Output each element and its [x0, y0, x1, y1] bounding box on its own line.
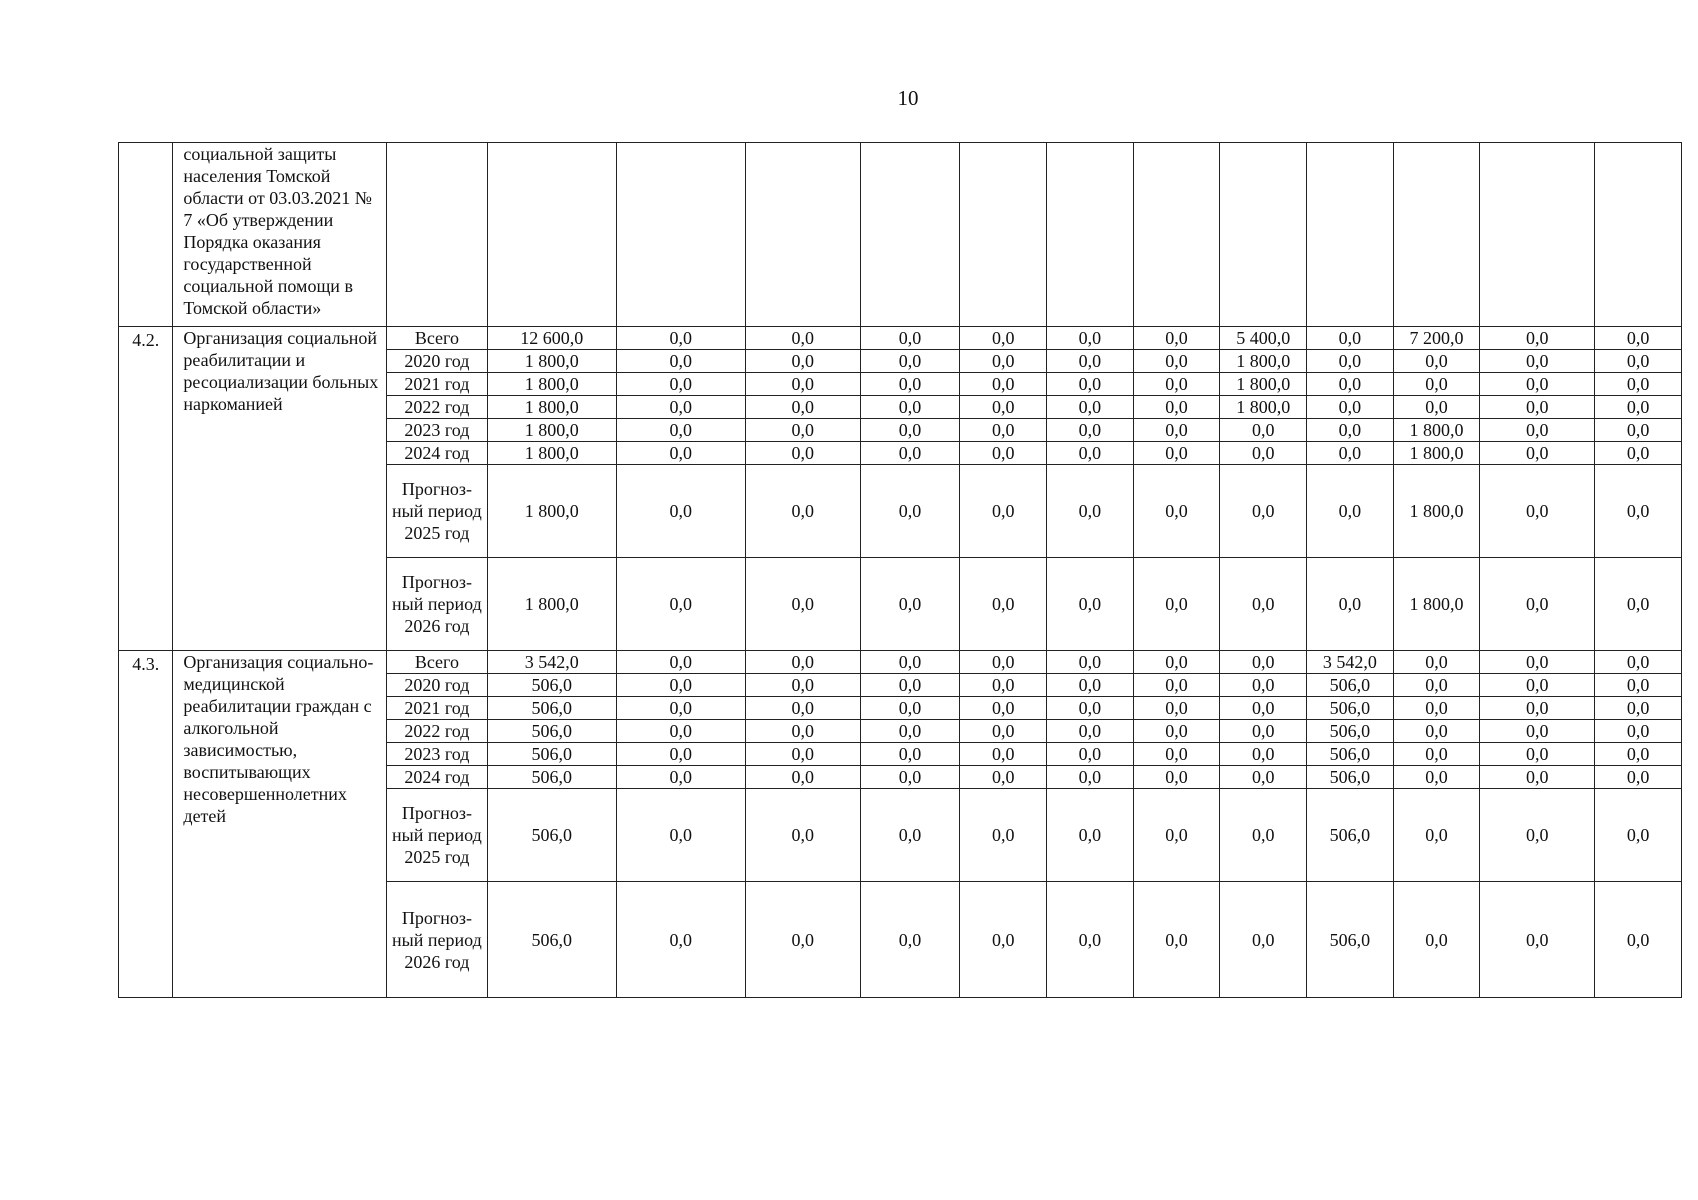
- value-cell: 0,0: [1133, 419, 1220, 442]
- value-cell: 1 800,0: [1393, 442, 1480, 465]
- value-cell: 0,0: [1480, 766, 1595, 789]
- period-cell: Всего: [387, 651, 488, 674]
- value-cell: 506,0: [1307, 674, 1394, 697]
- value-cell: 0,0: [745, 697, 860, 720]
- value-cell: 0,0: [1393, 882, 1480, 998]
- period-cell: Прогноз-ный период 2026 год: [387, 558, 488, 651]
- value-cell: 0,0: [1393, 720, 1480, 743]
- table-row: [119, 327, 1682, 350]
- value-cell: 1 800,0: [1220, 350, 1307, 373]
- value-cell: 0,0: [960, 766, 1047, 789]
- value-cell: 0,0: [960, 327, 1047, 350]
- value-cell: 0,0: [1595, 720, 1682, 743]
- value-cell: 0,0: [860, 789, 960, 882]
- value-cell: 0,0: [1047, 465, 1134, 558]
- value-cell: 0,0: [1480, 558, 1595, 651]
- value-cell: 506,0: [1307, 766, 1394, 789]
- value-cell: 7 200,0: [1393, 327, 1480, 350]
- value-cell: 506,0: [1307, 697, 1394, 720]
- value-cell: 0,0: [1307, 396, 1394, 419]
- value-cell: 0,0: [860, 743, 960, 766]
- value-cell: 5 400,0: [1220, 327, 1307, 350]
- value-cell: 0,0: [745, 373, 860, 396]
- value-cell: 0,0: [860, 327, 960, 350]
- value-cell: 0,0: [1133, 743, 1220, 766]
- period-cell: Всего: [387, 327, 488, 350]
- value-cell: 1 800,0: [487, 558, 616, 651]
- value-cell: 0,0: [1595, 697, 1682, 720]
- value-cell: 0,0: [1047, 396, 1134, 419]
- value-cell: 0,0: [1220, 766, 1307, 789]
- value-cell: 0,0: [616, 789, 745, 882]
- value-cell: 0,0: [616, 651, 745, 674]
- value-cell: 0,0: [1480, 465, 1595, 558]
- value-cell: 0,0: [616, 373, 745, 396]
- value-cell: 506,0: [487, 697, 616, 720]
- value-cell: 0,0: [1047, 789, 1134, 882]
- value-cell: 0,0: [860, 442, 960, 465]
- period-cell: 2022 год: [387, 396, 488, 419]
- period-cell: Прогноз-ный период 2025 год: [387, 789, 488, 882]
- value-cell: 0,0: [745, 720, 860, 743]
- value-cell: 0,0: [960, 743, 1047, 766]
- period-cell: Прогноз-ный период 2026 год: [387, 882, 488, 998]
- value-cell: 0,0: [1480, 396, 1595, 419]
- value-cell: 0,0: [1047, 350, 1134, 373]
- period-cell: 2023 год: [387, 743, 488, 766]
- value-cell: 0,0: [1393, 651, 1480, 674]
- value-cell: 0,0: [1133, 373, 1220, 396]
- value-cell: 0,0: [1047, 766, 1134, 789]
- value-cell: 0,0: [616, 465, 745, 558]
- value-cell: 0,0: [616, 697, 745, 720]
- value-cell: 0,0: [616, 396, 745, 419]
- budget-table: [118, 142, 1682, 998]
- value-cell: 0,0: [1047, 558, 1134, 651]
- value-cell: 0,0: [1133, 882, 1220, 998]
- value-cell: 0,0: [1133, 465, 1220, 558]
- value-cell: 0,0: [745, 674, 860, 697]
- value-cell: 0,0: [745, 651, 860, 674]
- value-cell: 0,0: [960, 558, 1047, 651]
- value-cell: 0,0: [1393, 350, 1480, 373]
- value-cell: 0,0: [1220, 419, 1307, 442]
- value-cell: 0,0: [860, 373, 960, 396]
- value-cell: 0,0: [745, 743, 860, 766]
- value-cell: 0,0: [1307, 327, 1394, 350]
- value-cell: 0,0: [1047, 419, 1134, 442]
- value-cell: 0,0: [1595, 327, 1682, 350]
- value-cell: 0,0: [616, 327, 745, 350]
- value-cell: 0,0: [1220, 720, 1307, 743]
- value-cell: 0,0: [960, 720, 1047, 743]
- row-number: 4.3.: [119, 651, 173, 998]
- value-cell: 506,0: [487, 743, 616, 766]
- value-cell: 0,0: [616, 558, 745, 651]
- value-cell: 0,0: [616, 743, 745, 766]
- period-cell: 2020 год: [387, 350, 488, 373]
- value-cell: 0,0: [1133, 396, 1220, 419]
- value-cell: 0,0: [860, 419, 960, 442]
- value-cell: 0,0: [1220, 789, 1307, 882]
- value-cell: 0,0: [1595, 419, 1682, 442]
- value-cell: 0,0: [860, 558, 960, 651]
- value-cell: 0,0: [960, 651, 1047, 674]
- value-cell: 0,0: [1480, 674, 1595, 697]
- value-cell: 0,0: [860, 697, 960, 720]
- value-cell: 0,0: [616, 674, 745, 697]
- value-cell: 0,0: [1595, 373, 1682, 396]
- value-cell: 0,0: [960, 465, 1047, 558]
- period-cell: 2024 год: [387, 766, 488, 789]
- value-cell: 506,0: [487, 674, 616, 697]
- value-cell: 0,0: [960, 350, 1047, 373]
- value-cell: 0,0: [960, 442, 1047, 465]
- value-cell: 0,0: [1047, 373, 1134, 396]
- value-cell: 0,0: [860, 674, 960, 697]
- value-cell: 0,0: [1047, 743, 1134, 766]
- measure-name: Организация социальной реабилитации и ресоциализации больных наркоманией: [173, 327, 387, 651]
- value-cell: 0,0: [745, 558, 860, 651]
- value-cell: 0,0: [616, 419, 745, 442]
- value-cell: 0,0: [860, 651, 960, 674]
- value-cell: 0,0: [1393, 697, 1480, 720]
- value-cell: 0,0: [1595, 465, 1682, 558]
- value-cell: 0,0: [1393, 743, 1480, 766]
- table-row: [119, 651, 1682, 674]
- value-cell: 0,0: [616, 766, 745, 789]
- value-cell: 1 800,0: [487, 373, 616, 396]
- value-cell: 0,0: [745, 442, 860, 465]
- value-cell: 506,0: [1307, 882, 1394, 998]
- value-cell: 0,0: [1133, 720, 1220, 743]
- value-cell: 0,0: [860, 465, 960, 558]
- value-cell: 0,0: [1393, 789, 1480, 882]
- value-cell: 0,0: [745, 419, 860, 442]
- value-cell: 0,0: [745, 327, 860, 350]
- value-cell: 0,0: [1480, 419, 1595, 442]
- period-cell: 2024 год: [387, 442, 488, 465]
- value-cell: 0,0: [616, 350, 745, 373]
- value-cell: 1 800,0: [1393, 419, 1480, 442]
- value-cell: 0,0: [745, 396, 860, 419]
- value-cell: 0,0: [1133, 789, 1220, 882]
- value-cell: 0,0: [1133, 697, 1220, 720]
- value-cell: 0,0: [1595, 674, 1682, 697]
- value-cell: 0,0: [960, 789, 1047, 882]
- measure-name: Организация социально-медицинской реабилитации граждан с алкогольной зависимостью, воспитывающих несовершеннолетних детей: [173, 651, 387, 998]
- value-cell: 1 800,0: [1220, 396, 1307, 419]
- value-cell: 12 600,0: [487, 327, 616, 350]
- value-cell: 0,0: [1393, 766, 1480, 789]
- value-cell: 0,0: [1480, 720, 1595, 743]
- value-cell: 506,0: [1307, 720, 1394, 743]
- page-number: 10: [897, 86, 919, 110]
- value-cell: 0,0: [1133, 558, 1220, 651]
- value-cell: 0,0: [1220, 442, 1307, 465]
- value-cell: 0,0: [1220, 558, 1307, 651]
- value-cell: 0,0: [1480, 350, 1595, 373]
- value-cell: 0,0: [1480, 373, 1595, 396]
- value-cell: 0,0: [1595, 789, 1682, 882]
- value-cell: 0,0: [1133, 442, 1220, 465]
- value-cell: 506,0: [487, 720, 616, 743]
- value-cell: 0,0: [860, 396, 960, 419]
- value-cell: 0,0: [1133, 350, 1220, 373]
- continuation-row: [119, 143, 1682, 327]
- value-cell: 0,0: [960, 697, 1047, 720]
- value-cell: 0,0: [1393, 396, 1480, 419]
- value-cell: 506,0: [1307, 789, 1394, 882]
- value-cell: 1 800,0: [487, 350, 616, 373]
- value-cell: 0,0: [1307, 465, 1394, 558]
- value-cell: 506,0: [487, 789, 616, 882]
- value-cell: 0,0: [960, 373, 1047, 396]
- row-number: [119, 143, 173, 327]
- value-cell: 1 800,0: [487, 419, 616, 442]
- period-cell: 2021 год: [387, 697, 488, 720]
- value-cell: 0,0: [1595, 396, 1682, 419]
- value-cell: 0,0: [745, 789, 860, 882]
- value-cell: 1 800,0: [1220, 373, 1307, 396]
- period-cell: 2021 год: [387, 373, 488, 396]
- value-cell: 0,0: [1047, 442, 1134, 465]
- value-cell: 0,0: [1480, 697, 1595, 720]
- value-cell: 0,0: [1047, 882, 1134, 998]
- value-cell: 0,0: [616, 442, 745, 465]
- period-cell: 2020 год: [387, 674, 488, 697]
- value-cell: 0,0: [860, 720, 960, 743]
- value-cell: 0,0: [1133, 674, 1220, 697]
- value-cell: 1 800,0: [487, 396, 616, 419]
- value-cell: 0,0: [1047, 674, 1134, 697]
- value-cell: 3 542,0: [1307, 651, 1394, 674]
- value-cell: 0,0: [1595, 651, 1682, 674]
- value-cell: 0,0: [860, 766, 960, 789]
- value-cell: 0,0: [1047, 651, 1134, 674]
- value-cell: 0,0: [1047, 327, 1134, 350]
- period-cell: Прогноз-ный период 2025 год: [387, 465, 488, 558]
- value-cell: 0,0: [1480, 882, 1595, 998]
- value-cell: 0,0: [1307, 442, 1394, 465]
- value-cell: 0,0: [745, 350, 860, 373]
- value-cell: 1 800,0: [1393, 465, 1480, 558]
- value-cell: 0,0: [1595, 350, 1682, 373]
- value-cell: 0,0: [1307, 419, 1394, 442]
- value-cell: 0,0: [960, 419, 1047, 442]
- value-cell: 0,0: [1220, 697, 1307, 720]
- value-cell: 0,0: [860, 882, 960, 998]
- value-cell: 0,0: [1220, 743, 1307, 766]
- value-cell: 0,0: [1307, 373, 1394, 396]
- value-cell: 0,0: [1480, 651, 1595, 674]
- value-cell: 0,0: [1220, 651, 1307, 674]
- value-cell: 0,0: [1480, 743, 1595, 766]
- value-cell: 0,0: [1133, 766, 1220, 789]
- value-cell: 0,0: [960, 882, 1047, 998]
- value-cell: 0,0: [1047, 720, 1134, 743]
- value-cell: 0,0: [745, 882, 860, 998]
- period-cell: 2023 год: [387, 419, 488, 442]
- value-cell: 0,0: [616, 720, 745, 743]
- value-cell: 3 542,0: [487, 651, 616, 674]
- value-cell: 0,0: [1133, 651, 1220, 674]
- value-cell: 0,0: [1480, 327, 1595, 350]
- value-cell: 0,0: [1595, 766, 1682, 789]
- value-cell: 0,0: [1220, 465, 1307, 558]
- value-cell: 0,0: [1220, 882, 1307, 998]
- value-cell: 0,0: [1595, 743, 1682, 766]
- value-cell: 506,0: [487, 882, 616, 998]
- value-cell: 0,0: [1393, 373, 1480, 396]
- value-cell: 506,0: [487, 766, 616, 789]
- row-number: 4.2.: [119, 327, 173, 651]
- value-cell: 1 800,0: [487, 442, 616, 465]
- value-cell: 1 800,0: [487, 465, 616, 558]
- period-cell: 2022 год: [387, 720, 488, 743]
- value-cell: 0,0: [960, 674, 1047, 697]
- value-cell: 0,0: [1307, 558, 1394, 651]
- value-cell: 0,0: [1307, 350, 1394, 373]
- value-cell: 0,0: [745, 766, 860, 789]
- value-cell: 0,0: [1393, 674, 1480, 697]
- value-cell: 506,0: [1307, 743, 1394, 766]
- value-cell: 0,0: [1595, 558, 1682, 651]
- value-cell: 0,0: [1595, 882, 1682, 998]
- value-cell: 0,0: [745, 465, 860, 558]
- value-cell: 0,0: [1133, 327, 1220, 350]
- value-cell: 0,0: [1480, 442, 1595, 465]
- value-cell: 0,0: [1220, 674, 1307, 697]
- value-cell: 0,0: [1595, 442, 1682, 465]
- value-cell: 0,0: [1480, 789, 1595, 882]
- measure-name: социальной защиты населения Томской области от 03.03.2021 № 7 «Об утверждении Порядка оказания государственной социальной помощи в Томской области»: [173, 143, 387, 327]
- value-cell: 0,0: [860, 350, 960, 373]
- value-cell: 0,0: [616, 882, 745, 998]
- value-cell: 1 800,0: [1393, 558, 1480, 651]
- value-cell: 0,0: [960, 396, 1047, 419]
- value-cell: 0,0: [1047, 697, 1134, 720]
